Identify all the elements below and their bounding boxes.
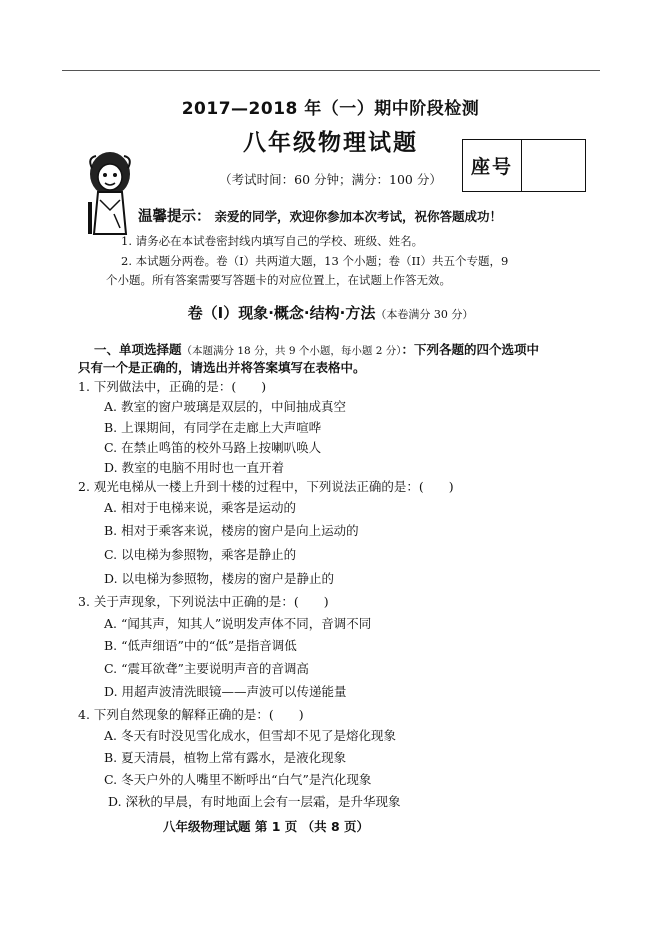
question-4-option-b: B. 夏天清晨，植物上常有露水，是液化现象 [104, 750, 347, 765]
mascot-illustration [84, 150, 136, 238]
question-1-option-b: B. 上课期间，有同学在走廊上大声喧哗 [104, 420, 322, 435]
seat-number-box [462, 139, 586, 192]
tip-line [138, 205, 502, 226]
question-4-stem: 4. 下列自然现象的解释正确的是：( ) [78, 707, 304, 722]
tip-greeting: 亲爱的同学，欢迎你参加本次考试，祝你答题成功！ [214, 209, 503, 224]
note-2-line-1: 2. 本试题分两卷。卷（I）共两道大题，13 个小题；卷（II）共五个专题，9 [121, 254, 509, 268]
page-footer: 八年级物理试题 第 1 页 （共 8 页） [163, 819, 370, 834]
top-rule [62, 70, 600, 71]
paper-title: 八年级物理试题 [243, 130, 418, 156]
question-3-option-a: A. “闻其声，知其人”说明发声体不同，音调不同 [104, 616, 372, 631]
tip-title: 温馨提示： [138, 209, 211, 225]
question-1-option-c: C. 在禁止鸣笛的校外马路上按喇叭唤人 [104, 440, 322, 455]
question-1-option-a: A. 教室的窗户玻璃是双层的，中间抽成真空 [104, 399, 346, 414]
exam-info: （考试时间：60 分钟；满分：100 分） [219, 172, 442, 187]
question-1-option-d: D. 教室的电脑不用时也一直开着 [104, 460, 285, 475]
question-3-stem: 3. 关于声现象，下列说法中正确的是：( ) [78, 594, 329, 609]
question-1-stem: 1. 下列做法中，正确的是：( ) [78, 379, 267, 394]
question-2-option-a: A. 相对于电梯来说，乘客是运动的 [104, 500, 296, 515]
note-1: 1. 请务必在本试卷密封线内填写自己的学校、班级、姓名。 [121, 234, 424, 248]
seat-number-label: 座号 [463, 140, 522, 191]
part1-heading-tail: ：下列各题的四个选项中 [401, 342, 540, 357]
question-4-option-c: C. 冬天户外的人嘴里不断呼出“白气”是汽化现象 [104, 772, 372, 787]
question-4-option-a: A. 冬天有时没见雪化成水，但雪却不见了是熔化现象 [104, 728, 396, 743]
part1-heading-line-2: 只有一个是正确的，请选出并将答案填写在表格中。 [78, 360, 366, 375]
question-2-option-c: C. 以电梯为参照物，乘客是静止的 [104, 547, 297, 562]
question-2-stem: 2. 观光电梯从一楼上升到十楼的过程中，下列说法正确的是：( ) [78, 479, 454, 494]
question-4-option-d: D. 深秋的早晨，有时地面上会有一层霜，是升华现象 [108, 794, 401, 809]
section-score-note: （本卷满分 30 分） [375, 308, 474, 321]
question-2-option-b: B. 相对于乘客来说，楼房的窗户是向上运动的 [104, 523, 359, 538]
part1-heading-label: 一、单项选择题 [94, 342, 182, 357]
question-3-option-c: C. “震耳欲聋”主要说明声音的音调高 [104, 661, 309, 676]
section-title-text: 卷（Ⅰ）现象·概念·结构·方法 [187, 304, 376, 322]
question-2-option-d: D. 以电梯为参照物，楼房的窗户是静止的 [104, 571, 335, 586]
exam-title: 2017—2018 年（一）期中阶段检测 [181, 99, 480, 119]
seat-number-field[interactable] [522, 140, 585, 191]
note-2-line-2: 个小题。所有答案需要写答题卡的对应位置上，在试题上作答无效。 [106, 273, 451, 287]
section-title [0, 302, 661, 323]
question-3-option-d: D. 用超声波清洗眼镜——声波可以传递能量 [104, 684, 347, 699]
part1-heading [94, 340, 539, 358]
part1-heading-note: （本题满分 18 分，共 9 个小题，每小题 2 分） [181, 345, 402, 357]
question-3-option-b: B. “低声细语”中的“低”是指音调低 [104, 638, 297, 653]
